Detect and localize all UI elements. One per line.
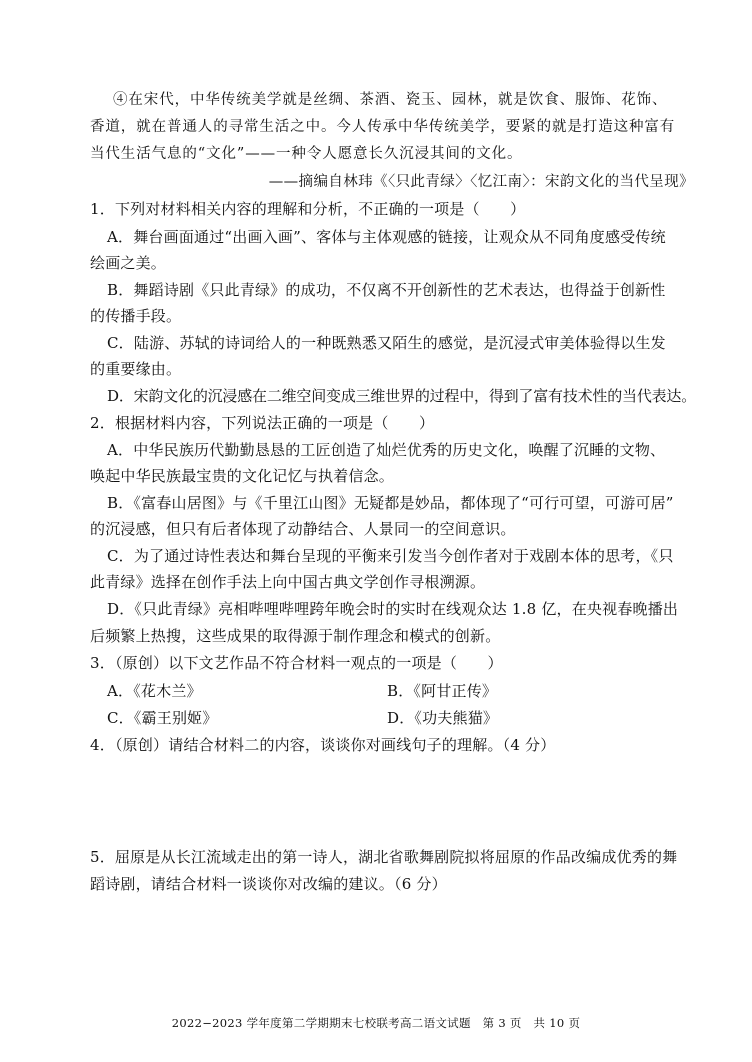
option-a-cont: 绘画之美。 xyxy=(90,254,167,272)
question-stem: 5．屈原是从长江流域走出的第一诗人，湖北省歌舞剧院拟将屈原的作品改编成优秀的舞 xyxy=(90,848,678,866)
option-b-cont: 的沉浸感，但只有后者体现了动静结合、人景同一的空间意识。 xyxy=(90,520,516,538)
option-c: C．为了通过诗性表达和舞台呈现的平衡来引发当今创作者对于戏剧本体的思考，《只 xyxy=(107,547,674,565)
option-c-cont: 此青绿》选择在创作手法上向中国古典文学创作寻根溯源。 xyxy=(90,573,486,591)
passage-line: ④在宋代，中华传统美学就是丝绸、茶酒、瓷玉、园林，就是饮食、服饰、花饰、 xyxy=(113,92,668,108)
option-b: B．《富春山居图》与《千里江山图》无疑都是妙品，都体现了“可行可望，可游可居” xyxy=(107,494,674,512)
question-stem: 2．根据材料内容，下列说法正确的一项是（ ） xyxy=(90,414,435,432)
option-c-cont: 的重要缘由。 xyxy=(90,360,182,378)
option-a: A．中华民族历代勤勤恳恳的工匠创造了灿烂优秀的历史文化，唤醒了沉睡的文物、 xyxy=(107,441,666,459)
option-a: A．《花木兰》 xyxy=(107,682,202,700)
option-a-cont: 唤起中华民族最宝贵的文化记忆与执着信念。 xyxy=(90,467,395,485)
question-stem: 1．下列对材料相关内容的理解和分析，不正确的一项是（ ） xyxy=(90,200,526,218)
page-footer: 2022−2023 学年度第二学期期末七校联考高二语文试题 第 3 页 共 10 页 xyxy=(171,1016,581,1030)
option-b: B．《阿甘正传》 xyxy=(387,682,498,700)
question-stem: 3．（原创）以下文艺作品不符合材料一观点的一项是（ ） xyxy=(90,654,503,672)
option-d: D．宋韵文化的沉浸感在二维空间变成三维世界的过程中，得到了富有技术性的当代表达。 xyxy=(107,387,697,405)
option-b: B．舞蹈诗剧《只此青绿》的成功，不仅离不开创新性的艺术表达，也得益于创新性 xyxy=(107,281,666,299)
question-stem-cont: 蹈诗剧，请结合材料一谈谈你对改编的建议。（6 分） xyxy=(90,875,447,893)
option-c: C．陆游、苏轼的诗词给人的一种既熟悉又陌生的感觉，是沉浸式审美体验得以生发 xyxy=(107,334,666,352)
option-d-cont: 后频繁上热搜，这些成果的取得源于制作理念和模式的创新。 xyxy=(90,627,501,645)
option-c: C．《霸王别姬》 xyxy=(107,709,218,727)
passage-source: ——摘编自林玮《〈只此青绿〉〈忆江南〉：宋韵文化的当代呈现》 xyxy=(268,174,694,190)
option-d: D．《功夫熊猫》 xyxy=(387,709,499,727)
option-a: A．舞台画面通过“出画入画”、客体与主体观感的链接，让观众从不同角度感受传统 xyxy=(107,228,666,246)
question-stem: 4．（原创）请结合材料二的内容，谈谈你对画线句子的理解。（4 分） xyxy=(90,736,556,754)
passage-line: 香道，就在普通人的寻常生活之中。今人传承中华传统美学，要紧的就是打造这种富有 xyxy=(90,119,676,135)
option-d: D．《只此青绿》亮相哔哩哔哩跨年晚会时的实时在线观众达 1.8 亿，在央视春晚播出 xyxy=(107,600,679,618)
passage-line: 当代生活气息的“文化”——一种令人愿意长久沉浸其间的文化。 xyxy=(90,146,523,162)
option-b-cont: 的传播手段。 xyxy=(90,307,182,325)
